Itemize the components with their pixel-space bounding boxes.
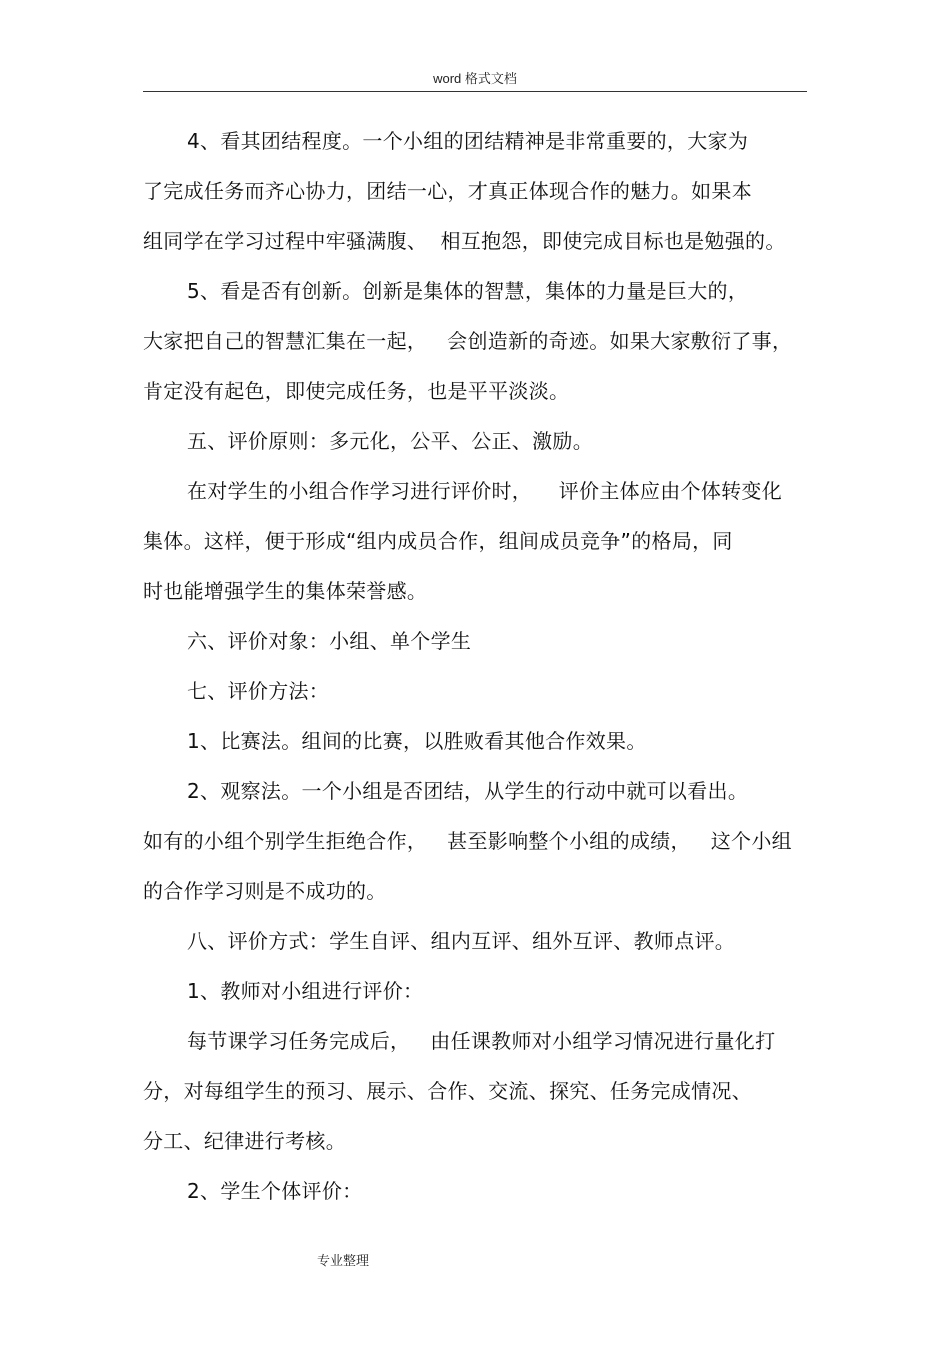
text-line: 4、看其团结程度。一个小组的团结精神是非常重要的，大家为 [187,129,749,153]
page-header: word 格式文档 [433,71,517,86]
text-line: 组同学在学习过程中牢骚满腹、 相互抱怨，即使完成目标也是勉强的。 [143,229,786,253]
text-line: 如有的小组个别学生拒绝合作， 甚至影响整个小组的成绩， 这个小组 [143,829,792,853]
text-line: 分工、纪律进行考核。 [143,1129,346,1153]
text-line: 1、比赛法。组间的比赛，以胜败看其他合作效果。 [187,729,647,753]
page-footer: 专业整理 [317,1254,370,1269]
section-heading: 八、评价方式：学生自评、组内互评、组外互评、教师点评。 [187,929,736,953]
text-line: 在对学生的小组合作学习进行评价时， 评价主体应由个体转变化 [187,479,783,503]
text-line: 5、看是否有创新。创新是集体的智慧，集体的力量是巨大的， [187,279,749,303]
text-line: 2、观察法。一个小组是否团结，从学生的行动中就可以看出。 [187,779,749,803]
section-heading: 五、评价原则：多元化，公平、公正、激励。 [187,429,593,453]
text-line: 集体。这样，便于形成“组内成员合作，组间成员竞争”的格局，同 [143,529,733,553]
text-line: 1、教师对小组进行评价： [187,979,424,1003]
section-heading: 七、评价方法： [187,679,330,703]
text-line: 分，对每组学生的预习、展示、合作、交流、探究、任务完成情况、 [143,1079,752,1103]
text-line: 了完成任务而齐心协力，团结一心，才真正体现合作的魅力。如果本 [143,179,752,203]
header-divider [143,91,807,92]
section-heading: 六、评价对象：小组、单个学生 [187,629,472,653]
text-line: 2、学生个体评价： [187,1179,363,1203]
text-line: 每节课学习任务完成后， 由任课教师对小组学习情况进行量化打 [187,1029,776,1053]
text-line: 大家把自己的智慧汇集在一起， 会创造新的奇迹。如果大家敷衍了事， [143,329,793,353]
text-line: 时也能增强学生的集体荣誉感。 [143,579,428,603]
text-line: 肯定没有起色，即使完成任务，也是平平淡淡。 [143,379,570,403]
text-line: 的合作学习则是不成功的。 [143,879,387,903]
